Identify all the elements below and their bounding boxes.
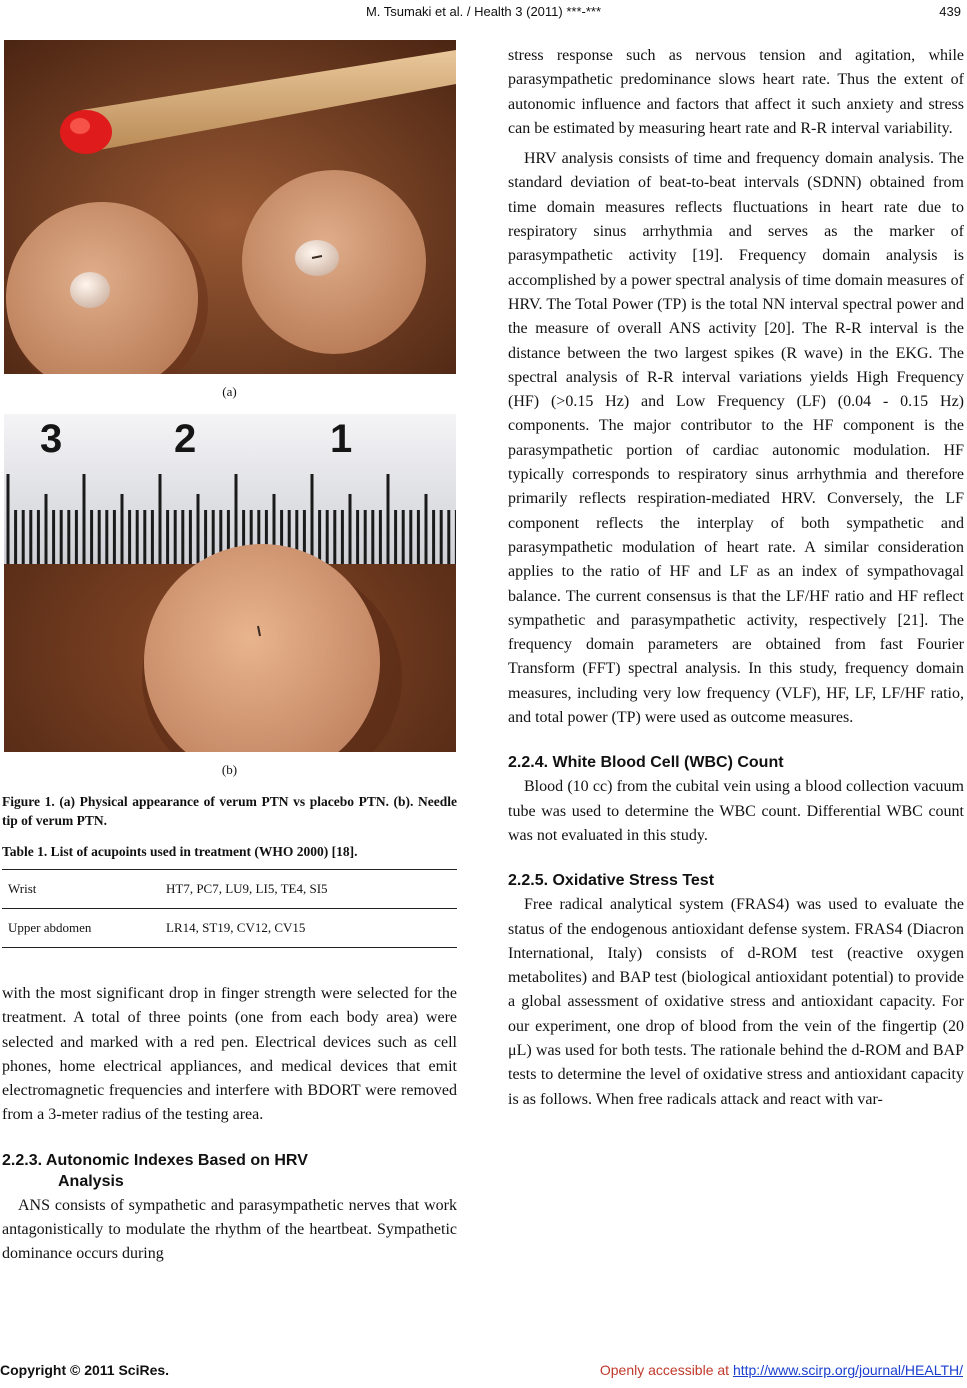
body-paragraph: stress response such as nervous tension and agitation, while parasympathetic predominance slows heart rate. Thus the extent of autonomic influence and factors that affect it such anxiety and stress can be estimated by measuring heart rate and R-R interval variability.: [508, 47, 964, 137]
body-paragraph: Blood (10 cc) from the cubital vein using a blood collection vacuum tube was used to determine the WBC count. Differential WBC count was not evaluated in this study.: [508, 778, 964, 844]
table-cell-points: LR14, ST19, CV12, CV15: [160, 909, 457, 948]
section-heading-line: Analysis: [58, 1172, 124, 1190]
open-access-notice: [600, 1362, 963, 1378]
page-footer: [0, 1362, 967, 1384]
running-header: [0, 2, 967, 22]
section-heading-2-2-3: [2, 1150, 457, 1192]
table-row: [2, 909, 457, 948]
ruler-label-1: 1: [330, 417, 353, 461]
table-cell-points: HT7, PC7, LU9, LI5, TE4, SI5: [160, 870, 457, 909]
table-cell-location: Wrist: [2, 870, 160, 909]
table-row: [2, 870, 457, 909]
journal-link[interactable]: http://www.scirp.org/journal/HEALTH/: [732, 1362, 963, 1378]
page-number: 439: [939, 4, 961, 19]
body-paragraph: ANS consists of sympathetic and parasympathetic nerves that work antagonistically to modulate the rhythm of the heartbeat. Sympathetic dominance occurs during: [2, 1196, 457, 1263]
ruler-and-ptn-illustration: [4, 414, 456, 752]
ruler-label-3: 3: [40, 417, 63, 461]
section-heading-2-2-4: 2.2.4. White Blood Cell (WBC) Count: [508, 754, 784, 772]
figure-1b-label: (b): [221, 762, 238, 777]
acupoints-table: [2, 869, 457, 948]
body-paragraph: Free radical analytical system (FRAS4) was used to evaluate the status of the endogenous antioxidant defense system. FRAS4 (Diacron International, Italy) consists of d-ROM test (reactive oxygen metabolites) and BAP test (biological antioxidant potential) to provide a global assessment of oxidative stress and antioxidant capacity. For our experiment, one drop of blood from the vein of the fingertip (20 μL) was used for both tests. The rationale behind the d-ROM and BAP tests to determine the level of oxidative stress and antioxidant capacity is as follows. When free radicals attack and react with var-: [508, 896, 964, 1108]
match-and-ptn-illustration: [4, 40, 456, 374]
section-heading-2-2-5: 2.2.5. Oxidative Stress Test: [508, 872, 715, 890]
running-head: M. Tsumaki et al. / Health 3 (2011) ***-***: [365, 4, 602, 19]
figure-1b-photo: [4, 414, 456, 752]
body-paragraph: with the most significant drop in finger strength were selected for the treatment. A total of three points (one from each body area) were selected and marked with a red pen. Electrical devices such as cell phones, home electrical appliances, and medical devices that emit electromagnetic frequencies and interfere with BDORT were removed from a 3-meter radius of the testing area.: [2, 985, 457, 1124]
figure-1-caption: Figure 1. (a) Physical appearance of verum PTN vs placebo PTN. (b). Needle tip of verum PTN.: [2, 794, 457, 828]
ruler-label-2: 2: [174, 417, 197, 461]
right-column: [508, 40, 964, 1112]
body-paragraph: HRV analysis consists of time and frequency domain analysis. The standard deviation of beat-to-beat intervals (SDNN) obtained from time domain measures reflects fluctuations in heart rate due to respiratory sinus arrhythmia and serves as the marker of parasympathetic activity [19]. Frequency domain analysis is accomplished by a power spectral analysis of time domain measures of HRV. The Total Power (TP) is the total NN interval spectral power and the measure of overall ANS activity [20]. The R-R interval is the distance between the two largest spikes (R wave) in the EKG. The spectral analysis of R-R interval variations yields High Frequency (HF) (>0.15 Hz) and Low Frequency (LF) (0.04 - 0.15 Hz) components. The major contributor to the HF component is the parasympathetic portion of cardiac autonomic modulation. HF typically corresponds to respiratory sinus arrhythmia and therefore primarily reflects respiration-mediated HRV. Conversely, the LF component reflects the interplay of both sympathetic and parasympathetic modulation of heart rate. A similar consideration applies to the ratio of HF and LF as an index of sympathovagal balance. The current consensus is that the LF/HF ratio and HF reflect sympathetic and parasympathetic activity, respectively [21]. The frequency domain parameters are obtained from fast Fourier Transform (FFT) spectral analysis. In this study, frequency domain measures, including very low frequency (VLF), HF, LF, LF/HF ratio, and total power (TP) were used as outcome measures.: [508, 150, 964, 727]
table-cell-location: Upper abdomen: [2, 909, 160, 948]
left-column: [2, 40, 457, 1267]
section-heading-line: 2.2.3. Autonomic Indexes Based on HRV: [2, 1151, 308, 1169]
figure-1a-photo: [4, 40, 456, 374]
open-access-text: Openly accessible at: [599, 1362, 733, 1378]
figure-1a-label: (a): [222, 384, 237, 399]
table-1-caption: Table 1. List of acupoints used in treatment (WHO 2000) [18].: [2, 844, 358, 859]
copyright-notice: Copyright © 2011 SciRes.: [0, 1362, 170, 1378]
